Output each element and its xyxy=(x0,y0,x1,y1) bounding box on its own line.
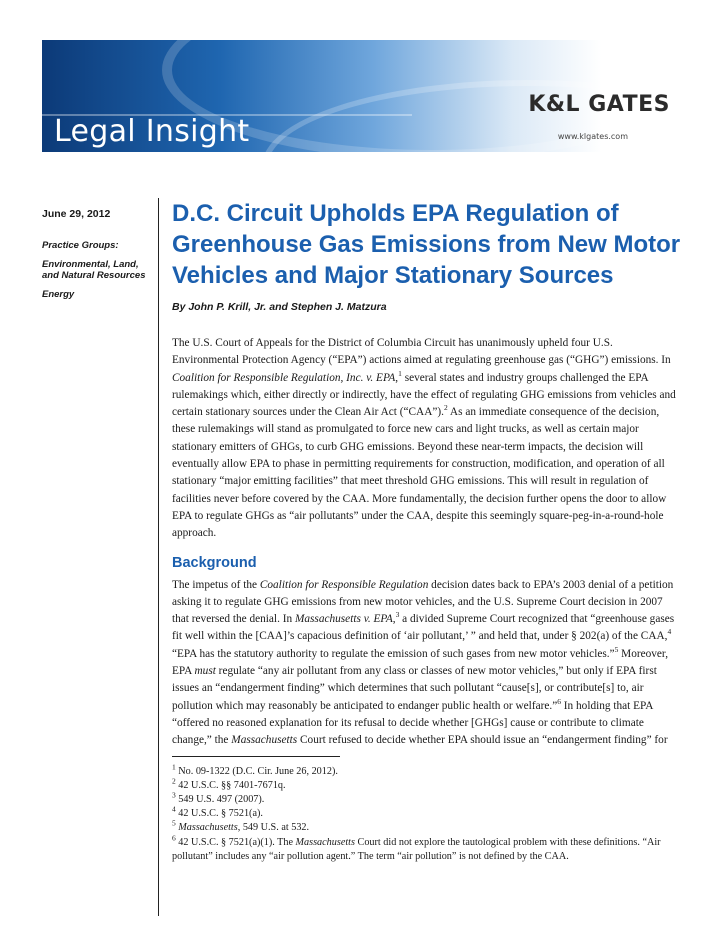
footnote-text: 42 U.S.C. §§ 7401-7671q. xyxy=(178,779,286,791)
publication-title: Legal Insight xyxy=(54,114,250,149)
footnote-number: 4 xyxy=(172,804,176,814)
firm-url: www.klgates.com xyxy=(557,132,628,141)
case-name: Coalition for Responsible Regulation xyxy=(259,578,429,591)
firm-logo: K&L GATES xyxy=(528,92,670,117)
text-run: a divided Supreme Court recognized that “greenhouse gases fit well within the [CAA]’s capacious definition of ‘air pollutant,’ ” and held that, under § 202(a) of the CAA, xyxy=(172,613,675,643)
text-run: The U.S. Court of Appeals for the District of Columbia Circuit has unanimously upheld four U.S. Environmental Protection Agency (“EPA”) actions aimed at regulating greenhouse gas (“GHG”) emissions. In xyxy=(172,337,671,367)
sidebar xyxy=(42,208,154,308)
footnote-number: 6 xyxy=(172,833,176,843)
footnote-text: Court did not explore the tautological problem with these definitions. “Air pollutant” includes any “air pollution agent.” The term “air pollution” is not defined by the CAA. xyxy=(172,836,661,862)
footnote-text: No. 09-1322 (D.C. Cir. June 26, 2012). xyxy=(178,765,338,777)
footnote-text: 42 U.S.C. § 7521(a)(1). The xyxy=(178,836,296,848)
text-run: Moreover, EPA xyxy=(172,647,669,678)
text-run: several states and industry groups challenged the EPA rulemakings which, either directly or indirectly, have the effect of regulating GHG emissions from vehicles and certain stationary sources under the Clean Air Act (“CAA”). xyxy=(172,371,676,419)
section-heading-background: Background xyxy=(172,554,257,571)
footnote-ref: 1 xyxy=(398,368,402,378)
footnote-ref: 2 xyxy=(443,403,448,413)
practice-group-item: Energy xyxy=(42,289,75,300)
footnote xyxy=(172,804,682,821)
case-name: Massachusetts xyxy=(231,734,298,747)
header-banner xyxy=(42,40,678,152)
text-run: In holding that EPA “offered no reasoned explanation for its refusal to decide whether [GHGs] cause or contribute to climate change,” the xyxy=(172,699,653,747)
case-name: Massachusetts xyxy=(295,836,355,848)
column-divider xyxy=(158,198,159,916)
footnote-text: 549 U.S. 497 (2007). xyxy=(178,793,265,805)
footnote xyxy=(172,818,682,835)
paragraph-background: The impetus of the Coalition for Responsible Regulation decision dates back to EPA’s 2003 denial of a petition asking it to regulate GHG emissions from new motor vehicles, and the U.S. Supreme Court decision in 2007 that reversed the denial. In Massachusetts v. EPA,$^3$ a divided Supreme Court recognized that “greenhouse gases fit well within the [CAA]’s capacious definition of ‘air pollutant,’ ” and held that, under § 202(a) of the CAA,$^4$ “EPA has the statutory authority to regulate the emission of such gases from new motor vehicles.”$^5$ Moreover, EPA must regulate “any air pollutant from any class or classes of new motor vehicles,” but only if EPA first issues an “endangerment finding” which determines that such pollutant “cause[s], or contribute[s] to, air pollution which may reasonably be anticipated to endanger public health or welfare.”$^6$ In holding that EPA “offered no reasoned explanation for its refusal to decide whether [GHGs] cause or contribute to climate change,” the Massachusetts Court refused to decide whether EPA should issue an “endangerment finding” for xyxy=(172,578,675,747)
article xyxy=(172,198,682,864)
footnote xyxy=(172,833,682,864)
footnote-text: , 549 U.S. at 532. xyxy=(237,822,310,834)
text-run: As an immediate consequence of the decision, these rulemakings will stand as promulgated to force new cars and light trucks, as well as certain major stationary emitters of GHGs, to curb GHG emissions. Beyond these near-term impacts, the decision will eventually allow EPA to phase in permitting requirements for construction, modification, and operation of all stationary “major emitting facilities” that meet threshold GHG emissions. This will result in regulation of facilities never before covered by the CAA. More fundamentally, the decision further opens the door to allow EPA to regulate GHGs as “air pollutants” under the CAA, despite this seemingly square-peg-in-a-round-hole approach. xyxy=(172,406,667,540)
emphasis: must xyxy=(194,665,216,678)
footnote-separator xyxy=(172,756,340,757)
footnote-number: 3 xyxy=(172,790,176,800)
footnote-ref: 5 xyxy=(614,644,619,654)
byline: By John P. Krill, Jr. and Stephen J. Matzura xyxy=(172,301,387,313)
footnote-ref: 6 xyxy=(557,696,561,706)
footnote xyxy=(172,762,682,779)
text-run: regulate “any air pollutant from any class or classes of new motor vehicles,” but only if EPA first issues an “endangerment finding” which determines that such pollutant “cause[s], or contribute[s] to, air pollution which may reasonably be anticipated to endanger public health or welfare.” xyxy=(172,665,657,712)
practice-groups-label: Practice Groups: xyxy=(42,240,119,251)
paragraph-intro: The U.S. Court of Appeals for the District of Columbia Circuit has unanimously upheld four U.S. Environmental Protection Agency (“EPA”) actions aimed at regulating greenhouse gas (“GHG”) emissions. In Coalition for Responsible Regulation, Inc. v. EPA,$^1$ several states and industry groups challenged the EPA rulemakings which, either directly or indirectly, have the effect of regulating GHG emissions from vehicles and certain stationary sources under the Clean Air Act (“CAA”).$^2$ As an immediate consequence of the decision, these rulemakings will stand as promulgated to force new cars and light trucks, as well as certain major stationary emitters of GHGs, to curb GHG emissions. Beyond these near-term impacts, the decision will eventually allow EPA to phase in permitting requirements for construction, modification, and operation of all stationary “major emitting facilities” that meet threshold GHG emissions. This will result in regulation of facilities never before covered by the CAA. More fundamentally, the decision further opens the door to allow EPA to regulate GHGs as “air pollutants” under the CAA, despite this seemingly square-peg-in-a-round-hole approach. xyxy=(172,337,676,540)
publication-date: June 29, 2012 xyxy=(42,208,111,220)
footnote xyxy=(172,776,682,793)
case-name: Massachusetts xyxy=(178,822,238,834)
text-run: decision dates back to EPA’s 2003 denial of a petition asking it to regulate GHG emissions from new motor vehicles, and the U.S. Supreme Court decision in 2007 that reversed the denial. In xyxy=(172,578,674,626)
footnote xyxy=(172,790,682,807)
text-run: Court refused to decide whether EPA should issue an “endangerment finding” for xyxy=(297,734,668,747)
footnotes xyxy=(172,762,682,864)
case-name: Massachusetts v. EPA xyxy=(294,613,393,626)
footnote-number: 5 xyxy=(172,818,176,828)
footnote-text: 42 U.S.C. § 7521(a). xyxy=(178,808,263,820)
footnote-number: 1 xyxy=(172,762,176,772)
article-title: D.C. Circuit Upholds EPA Regulation of Greenhouse Gas Emissions from New Motor Vehicles and Major Stationary Sources xyxy=(172,200,681,289)
footnote-ref: 4 xyxy=(667,627,672,637)
case-name: Coalition for Responsible Regulation, Inc. v. EPA xyxy=(172,371,396,384)
footnote-number: 2 xyxy=(172,776,176,786)
text-run: “EPA has the statutory authority to regulate the emission of such gases from new motor vehicles.” xyxy=(172,647,615,660)
text-run: The impetus of the xyxy=(172,578,260,591)
practice-group-item: Environmental, Land, and Natural Resources xyxy=(42,259,146,281)
footnote-ref: 3 xyxy=(395,610,400,620)
